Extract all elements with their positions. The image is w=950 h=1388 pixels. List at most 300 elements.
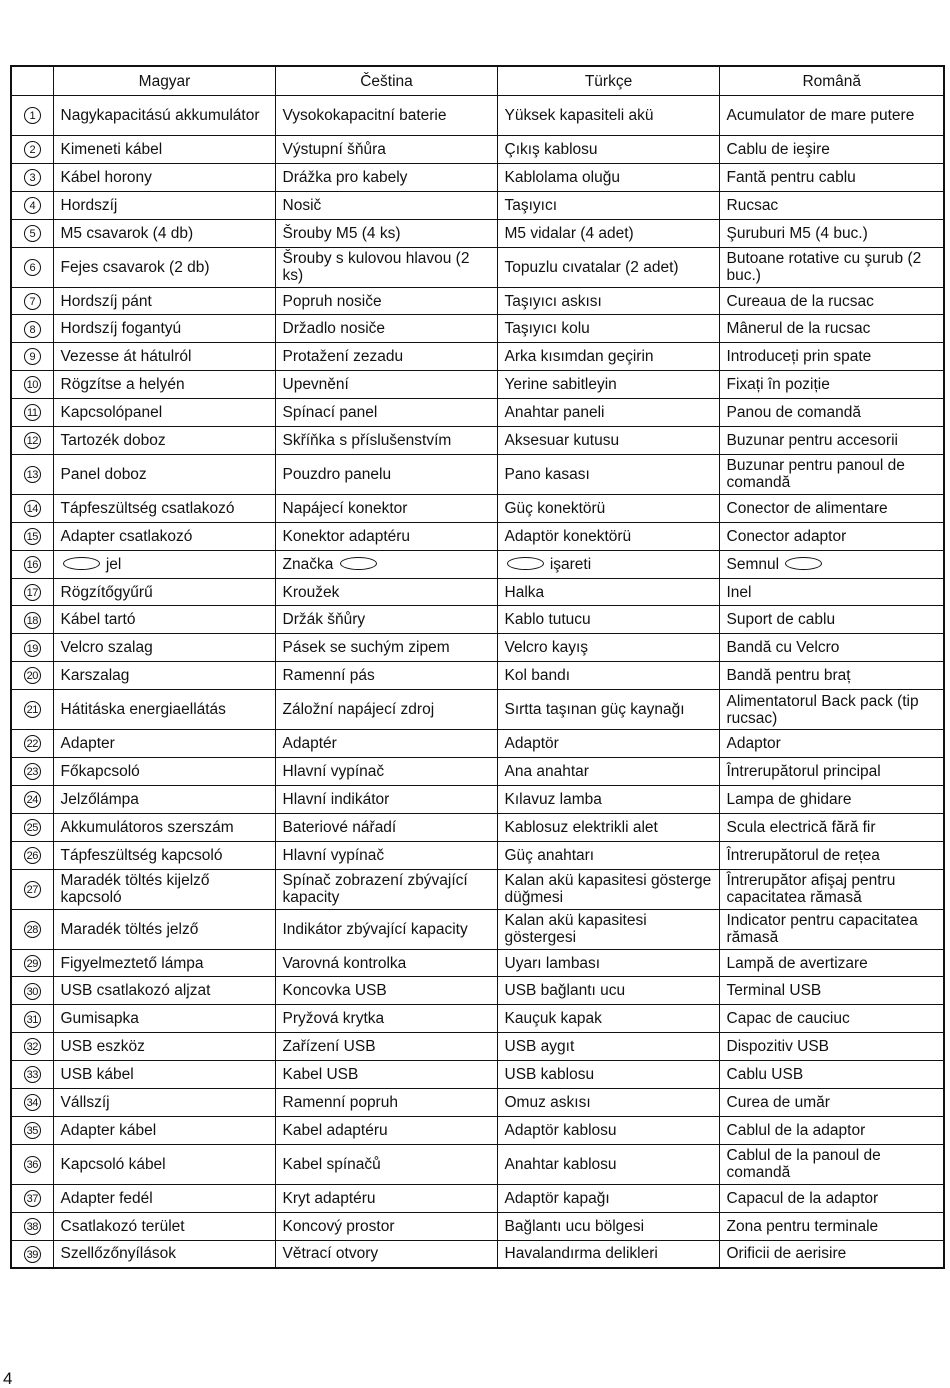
cell-text: Bandă cu Velcro (726, 639, 840, 657)
cell-text: Bandă pentru braț (726, 667, 851, 685)
cell-cestina (275, 1116, 497, 1144)
cell-romana (719, 522, 944, 550)
cell-text: Pryžová krytka (282, 1010, 385, 1028)
table-row (11, 1144, 944, 1184)
cell-magyar (53, 1061, 275, 1089)
cell-text: Držadlo nosiče (282, 320, 386, 338)
cell-text: Šrouby M5 (4 ks) (282, 224, 401, 242)
item-number (11, 730, 53, 758)
cell-romana (719, 136, 944, 164)
cell-turkce (497, 96, 719, 136)
cell-cestina (275, 427, 497, 455)
item-number (11, 191, 53, 219)
header-turkce: Türkçe (497, 66, 719, 96)
cell-text: Şuruburi M5 (4 buc.) (726, 224, 868, 242)
table-row (11, 399, 944, 427)
item-number-badge: 34 (24, 1094, 41, 1111)
cell-text: Taşıyıcı kolu (504, 320, 590, 338)
table-row (11, 578, 944, 606)
item-number (11, 550, 53, 578)
item-number-badge: 9 (24, 348, 41, 365)
cell-turkce (497, 371, 719, 399)
cell-text: Gumisapka (60, 1010, 139, 1028)
cell-text: Aksesuar kutusu (504, 431, 620, 449)
cell-romana (719, 785, 944, 813)
table-row (11, 454, 944, 494)
item-number-badge: 29 (24, 955, 41, 972)
header-romana: Română (719, 66, 944, 96)
cell-romana (719, 247, 944, 287)
cell-text: Adaptor (726, 735, 781, 753)
item-number (11, 136, 53, 164)
table-row (11, 1089, 944, 1117)
item-number-badge: 33 (24, 1066, 41, 1083)
cell-turkce (497, 550, 719, 578)
cell-turkce (497, 191, 719, 219)
cell-text: Vysokokapacitní baterie (282, 107, 447, 124)
cell-text: Fantă pentru cablu (726, 168, 856, 186)
item-number (11, 1212, 53, 1240)
cell-cestina (275, 909, 497, 949)
cell-text: Rögzítse a helyén (60, 376, 185, 394)
cell-cestina (275, 287, 497, 315)
cell-cestina (275, 247, 497, 287)
item-number (11, 522, 53, 550)
cell-text: Adapter kábel (60, 1121, 157, 1139)
cell-magyar (53, 785, 275, 813)
table-row (11, 1116, 944, 1144)
cell-cestina (275, 163, 497, 191)
item-number (11, 96, 53, 136)
cell-text: Kablolama oluğu (504, 168, 620, 186)
cell-text: Spínací panel (282, 404, 378, 422)
cell-magyar (53, 550, 275, 578)
table-row (11, 841, 944, 869)
item-number (11, 869, 53, 909)
cell-romana (719, 96, 944, 136)
cell-text: Anahtar paneli (504, 404, 605, 422)
cell-turkce (497, 1184, 719, 1212)
cell-text: Držák šňůry (282, 611, 366, 629)
cell-text: Capac de cauciuc (726, 1010, 850, 1028)
item-number-badge: 15 (24, 528, 41, 545)
cell-text: Kol bandı (504, 667, 570, 685)
cell-text: Spínač zobrazení zbývající kapacity (282, 872, 468, 907)
cell-text: Panel doboz (60, 465, 147, 483)
cell-turkce (497, 578, 719, 606)
table-row (11, 977, 944, 1005)
cell-cestina (275, 1089, 497, 1117)
cell-text: Kalan akü kapasitesi göstergesi (504, 912, 647, 947)
cell-turkce (497, 690, 719, 730)
cell-turkce (497, 343, 719, 371)
cell-text: Šrouby s kulovou hlavou (2 ks) (282, 250, 470, 285)
cell-romana (719, 1061, 944, 1089)
cell-magyar (53, 136, 275, 164)
cell-cestina (275, 96, 497, 136)
cell-romana (719, 758, 944, 786)
cell-magyar (53, 869, 275, 909)
parts-glossary-table (10, 65, 945, 1269)
cell-text: Velcro szalag (60, 639, 153, 657)
table-row (11, 785, 944, 813)
cell-magyar (53, 399, 275, 427)
item-number (11, 634, 53, 662)
cell-text: Pano kasası (504, 465, 590, 483)
cell-text: Panou de comandă (726, 404, 861, 422)
cell-text: Varovná kontrolka (282, 954, 407, 972)
table-row (11, 494, 944, 522)
table-row (11, 662, 944, 690)
cell-text: Taşıyıcı (504, 196, 558, 214)
cell-text: Vállszíj (60, 1093, 110, 1111)
item-number-badge: 17 (24, 584, 41, 601)
table-row (11, 550, 944, 578)
table-row (11, 1184, 944, 1212)
cell-magyar (53, 522, 275, 550)
cell-magyar (53, 96, 275, 136)
cell-turkce (497, 1212, 719, 1240)
cell-text: Adaptér (282, 735, 337, 753)
cell-text: Ramenní pás (282, 667, 375, 685)
cell-text: M5 vidalar (4 adet) (504, 224, 634, 242)
page-number: 4 (3, 1369, 13, 1388)
cell-text: Întrerupător afişaj pentru capacitatea rămasă (726, 872, 896, 907)
cell-text: Kábel horony (60, 168, 152, 186)
item-number-badge: 24 (24, 791, 41, 808)
item-number (11, 785, 53, 813)
cell-text: Adaptör (504, 735, 559, 753)
item-number (11, 287, 53, 315)
cell-text: Adapter (60, 735, 115, 753)
cell-text: Butoane rotative cu şurub (2 buc.) (726, 250, 922, 285)
cell-romana (719, 578, 944, 606)
item-number (11, 758, 53, 786)
item-number (11, 606, 53, 634)
cell-text: Vezesse át hátulról (60, 348, 192, 366)
cell-cestina (275, 634, 497, 662)
cell-text: Főkapcsoló (60, 762, 140, 780)
cell-magyar (53, 634, 275, 662)
cell-romana (719, 662, 944, 690)
cell-romana (719, 841, 944, 869)
item-number (11, 1144, 53, 1184)
cell-cestina (275, 758, 497, 786)
cell-text: Güç anahtarı (504, 846, 595, 864)
cell-text: Adapter csatlakozó (60, 527, 193, 545)
cell-text: Kroužek (282, 583, 340, 601)
item-number-badge: 6 (24, 259, 41, 276)
item-number (11, 1116, 53, 1144)
cell-text: Introduceți prin spate (726, 348, 872, 366)
cell-romana (719, 977, 944, 1005)
table-row (11, 690, 944, 730)
cell-turkce (497, 758, 719, 786)
cell-text: Kapcsolópanel (60, 404, 163, 422)
cell-text: Buzunar pentru accesorii (726, 431, 898, 449)
cell-cestina (275, 662, 497, 690)
cell-text: Güç konektörü (504, 499, 606, 517)
item-number (11, 1005, 53, 1033)
item-number-badge: 4 (24, 197, 41, 214)
cell-text: Fixați în poziție (726, 376, 830, 394)
cell-romana (719, 427, 944, 455)
cell-magyar (53, 578, 275, 606)
cell-text: Adaptör kablosu (504, 1121, 617, 1139)
cell-romana (719, 1089, 944, 1117)
cell-romana (719, 494, 944, 522)
cell-romana (719, 1240, 944, 1268)
cell-text: Kalan akü kapasitesi gösterge düğmesi (504, 872, 712, 907)
cell-turkce (497, 949, 719, 977)
cell-magyar (53, 977, 275, 1005)
cell-text: jel (105, 555, 122, 573)
cell-romana (719, 1144, 944, 1184)
item-number-badge: 31 (24, 1011, 41, 1028)
table-row (11, 758, 944, 786)
cell-magyar (53, 1212, 275, 1240)
table-row (11, 219, 944, 247)
cell-magyar (53, 219, 275, 247)
cell-text: Protažení zezadu (282, 348, 404, 366)
cell-romana (719, 550, 944, 578)
cell-romana (719, 949, 944, 977)
cell-magyar (53, 427, 275, 455)
item-number (11, 454, 53, 494)
cell-magyar (53, 1033, 275, 1061)
cell-magyar (53, 758, 275, 786)
cell-cestina (275, 813, 497, 841)
table-row (11, 522, 944, 550)
cell-text: Hlavní vypínač (282, 762, 385, 780)
table-row (11, 1005, 944, 1033)
cell-text: Zařízení USB (282, 1038, 376, 1056)
cell-turkce (497, 1061, 719, 1089)
cell-text: Alimentatorul Back pack (tip rucsac) (726, 692, 919, 727)
cell-romana (719, 1005, 944, 1033)
cell-romana (719, 315, 944, 343)
table-row (11, 343, 944, 371)
cell-text: M5 csavarok (4 db) (60, 224, 194, 242)
cell-text: Jelzőlámpa (60, 790, 139, 808)
cell-text: Kablo tutucu (504, 611, 591, 629)
cell-cestina (275, 191, 497, 219)
cell-text: Întrerupătorul principal (726, 762, 881, 780)
cell-turkce (497, 785, 719, 813)
cell-cestina (275, 730, 497, 758)
item-number-badge: 22 (24, 735, 41, 752)
cell-turkce (497, 841, 719, 869)
cell-text: Uyarı lambası (504, 954, 601, 972)
cell-magyar (53, 454, 275, 494)
cell-text: Karszalag (60, 667, 130, 685)
cell-text: Nagykapacitású akkumulátor (60, 107, 260, 124)
header-row (11, 66, 944, 96)
cell-text: Tápfeszültség csatlakozó (60, 499, 235, 517)
cell-text: Yerine sabitleyin (504, 376, 617, 394)
cell-cestina (275, 578, 497, 606)
item-number (11, 343, 53, 371)
cell-text: Fejes csavarok (2 db) (60, 258, 210, 276)
item-number (11, 219, 53, 247)
cell-magyar (53, 191, 275, 219)
item-number (11, 662, 53, 690)
item-number (11, 690, 53, 730)
table-row (11, 96, 944, 136)
cell-turkce (497, 494, 719, 522)
cell-text: Cablu USB (726, 1066, 804, 1084)
cell-magyar (53, 690, 275, 730)
cell-magyar (53, 247, 275, 287)
cell-cestina (275, 949, 497, 977)
cell-turkce (497, 1005, 719, 1033)
cell-turkce (497, 977, 719, 1005)
cell-text: USB bağlantı ucu (504, 982, 626, 1000)
cell-text: Značka (282, 555, 334, 573)
item-number (11, 909, 53, 949)
item-number-badge: 10 (24, 376, 41, 393)
cell-text: Cureaua de la rucsac (726, 292, 874, 310)
item-number-badge: 30 (24, 983, 41, 1000)
cell-turkce (497, 1144, 719, 1184)
cell-text: Orificii de aerisire (726, 1245, 847, 1263)
cell-text: Adaptör kapağı (504, 1189, 610, 1207)
cell-turkce (497, 1116, 719, 1144)
cell-magyar (53, 1005, 275, 1033)
item-number-badge: 12 (24, 432, 41, 449)
cell-turkce (497, 1089, 719, 1117)
cell-magyar (53, 841, 275, 869)
table-row (11, 813, 944, 841)
cell-text: USB csatlakozó aljzat (60, 982, 211, 1000)
item-number-badge: 20 (24, 667, 41, 684)
cell-romana (719, 287, 944, 315)
cell-turkce (497, 730, 719, 758)
cell-text: Hordszíj fogantyú (60, 320, 182, 338)
item-number (11, 1240, 53, 1268)
cell-text: Sırtta taşınan güç kaynağı (504, 701, 685, 719)
table-row (11, 287, 944, 315)
item-number-badge: 13 (24, 466, 41, 483)
cell-text: USB kablosu (504, 1066, 595, 1084)
cell-romana (719, 909, 944, 949)
cell-text: Pouzdro panelu (282, 465, 392, 483)
cell-text: Kabel spínačů (282, 1155, 381, 1173)
cell-text: Indicator pentru capacitatea rămasă (726, 912, 918, 947)
cell-magyar (53, 662, 275, 690)
cell-text: Cablul de la adaptor (726, 1121, 866, 1139)
cell-turkce (497, 813, 719, 841)
cell-text: Conector de alimentare (726, 499, 888, 517)
cell-romana (719, 1184, 944, 1212)
cell-text: Větrací otvory (282, 1245, 379, 1263)
table-row (11, 136, 944, 164)
cell-cestina (275, 315, 497, 343)
cell-romana (719, 1212, 944, 1240)
cell-text: Skříňka s příslušenstvím (282, 431, 452, 449)
cell-cestina (275, 454, 497, 494)
cell-text: Lampa de ghidare (726, 790, 852, 808)
item-number (11, 371, 53, 399)
table-row (11, 606, 944, 634)
item-number-badge: 16 (24, 556, 41, 573)
cell-romana (719, 219, 944, 247)
item-number (11, 977, 53, 1005)
cell-romana (719, 690, 944, 730)
cell-text: Maradék töltés jelző (60, 920, 199, 938)
item-number-badge: 39 (24, 1246, 41, 1263)
cell-turkce (497, 869, 719, 909)
cell-cestina (275, 1005, 497, 1033)
cell-magyar (53, 1144, 275, 1184)
cell-cestina (275, 1033, 497, 1061)
item-number-badge: 7 (24, 293, 41, 310)
header-magyar: Magyar (53, 66, 275, 96)
cell-text: Drážka pro kabely (282, 168, 408, 186)
cell-cestina (275, 522, 497, 550)
cell-text: Tápfeszültség kapcsoló (60, 846, 223, 864)
item-number-badge: 18 (24, 612, 41, 629)
cell-cestina (275, 606, 497, 634)
item-number-badge: 3 (24, 169, 41, 186)
cell-romana (719, 1033, 944, 1061)
item-number (11, 1184, 53, 1212)
item-number (11, 163, 53, 191)
cell-text: Capacul de la adaptor (726, 1189, 879, 1207)
item-number-badge: 27 (24, 881, 41, 898)
cell-cestina (275, 550, 497, 578)
cell-text: Tartozék doboz (60, 431, 166, 449)
cell-text: Havalandırma delikleri (504, 1245, 658, 1263)
cell-text: Hátitáska energiaellátás (60, 701, 226, 719)
cell-text: USB kábel (60, 1066, 134, 1084)
item-number (11, 1033, 53, 1061)
table-row (11, 315, 944, 343)
cell-text: Hlavní vypínač (282, 846, 385, 864)
item-number-badge: 19 (24, 640, 41, 657)
table-row (11, 427, 944, 455)
item-number-badge: 1 (24, 107, 41, 124)
cell-cestina (275, 1212, 497, 1240)
cell-text: Napájecí konektor (282, 499, 408, 517)
cell-turkce (497, 247, 719, 287)
header-number (11, 66, 53, 96)
cell-text: Kablosuz elektrikli alet (504, 818, 658, 836)
cell-text: Popruh nosiče (282, 292, 382, 310)
cell-romana (719, 869, 944, 909)
cell-text: Kapcsoló kábel (60, 1155, 166, 1173)
table-row (11, 247, 944, 287)
table-row (11, 1212, 944, 1240)
item-number (11, 813, 53, 841)
oval-mark-icon (785, 557, 822, 570)
cell-text: Zona pentru terminale (726, 1217, 879, 1235)
cell-text: Cablul de la panoul de comandă (726, 1147, 881, 1182)
cell-text: Inel (726, 583, 752, 601)
cell-text: Mânerul de la rucsac (726, 320, 871, 338)
cell-cestina (275, 494, 497, 522)
oval-mark-icon (507, 557, 544, 570)
cell-text: Velcro kayış (504, 639, 589, 657)
item-number-badge: 5 (24, 225, 41, 242)
cell-magyar (53, 371, 275, 399)
cell-text: Adaptör konektörü (504, 527, 632, 545)
cell-text: Acumulator de mare putere (726, 107, 915, 124)
cell-cestina (275, 371, 497, 399)
table-row (11, 163, 944, 191)
cell-text: Çıkış kablosu (504, 140, 598, 158)
cell-magyar (53, 606, 275, 634)
